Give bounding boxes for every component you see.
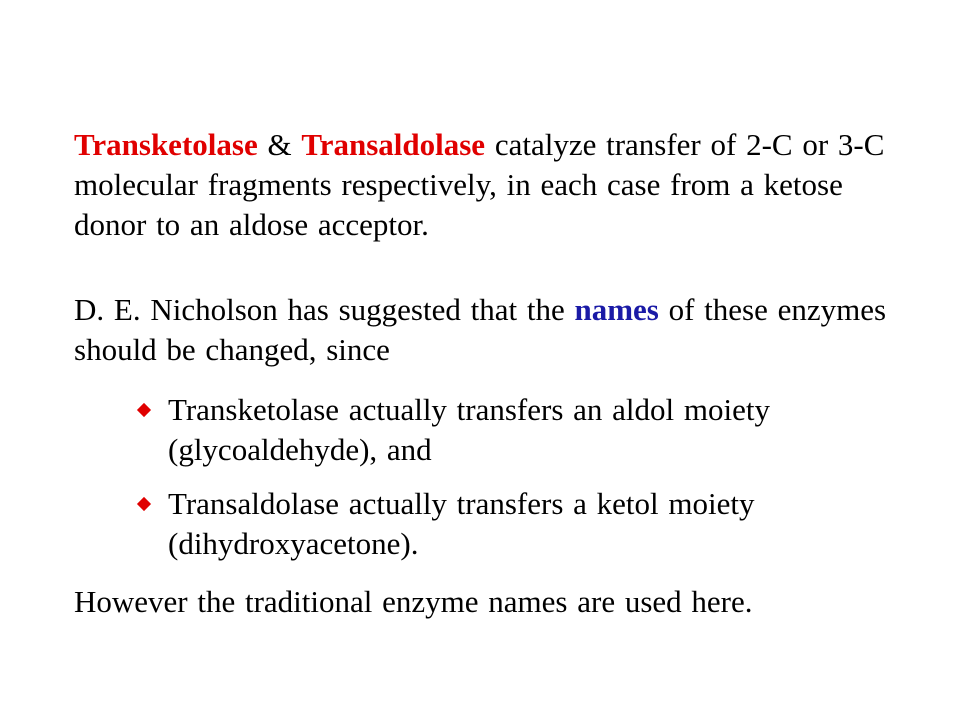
suggestion-text-after: of these enzymes should be changed, since bbox=[74, 292, 887, 367]
intro-paragraph bbox=[74, 125, 904, 245]
diamond-bullet-icon bbox=[137, 497, 151, 511]
names-highlight: names bbox=[574, 292, 659, 327]
list-item bbox=[134, 390, 914, 470]
diamond-bullet-icon bbox=[137, 403, 151, 417]
conclusion-paragraph bbox=[74, 582, 904, 622]
bullet-text: Transketolase actually transfers an aldol moiety (glycoaldehyde), and bbox=[168, 392, 770, 467]
list-item bbox=[134, 484, 914, 564]
intro-connector: & bbox=[257, 127, 302, 162]
conclusion-text: However the traditional enzyme names are used here. bbox=[74, 584, 753, 619]
transaldolase-term: Transaldolase bbox=[301, 127, 486, 162]
intro-text: catalyze transfer of 2-C or 3-C molecular fragments respectively, in each case from a ketose donor to an aldose acceptor. bbox=[74, 127, 885, 242]
suggestion-paragraph bbox=[74, 290, 904, 370]
bullet-list bbox=[134, 390, 914, 578]
bullet-text: Transaldolase actually transfers a ketol moiety (dihydroxyacetone). bbox=[168, 486, 755, 561]
suggestion-text-before: D. E. Nicholson has suggested that the bbox=[74, 292, 575, 327]
transketolase-term: Transketolase bbox=[74, 127, 258, 162]
